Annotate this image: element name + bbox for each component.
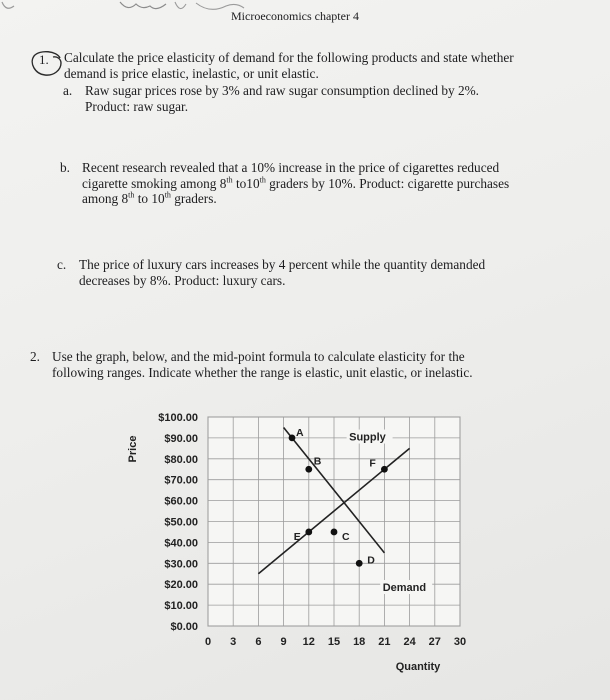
point-e-label: E <box>293 530 301 543</box>
question-1c-label: c. <box>57 257 67 272</box>
question-2 <box>30 349 575 380</box>
point-f-label: F <box>369 457 376 470</box>
x-axis-title: Quantity <box>395 661 441 673</box>
y-tick-label: $30.00 <box>164 558 198 571</box>
point-b-label: B <box>313 455 322 468</box>
x-tick-label: 6 <box>255 636 262 648</box>
question-1c <box>57 257 547 288</box>
supply-label: Supply <box>349 431 386 444</box>
question-1a <box>63 83 543 114</box>
y-tick-label: $40.00 <box>164 537 198 550</box>
question-1a-label: a. <box>63 83 73 98</box>
y-axis-title: Price <box>127 435 139 463</box>
question-2-number: 2. <box>30 349 40 364</box>
question-1b-line-2: cigarette smoking among 8th to10th graders by 10%. Product: cigarette purchases <box>82 175 510 191</box>
elasticity-chart <box>120 405 480 680</box>
question-1-line-2: demand is price elastic, inelastic, or unit elastic. <box>64 65 319 81</box>
y-tick-label: $100.00 <box>158 412 198 424</box>
point-a-label: A <box>296 426 304 439</box>
y-tick-label: $10.00 <box>164 600 198 613</box>
point-c-marker <box>331 529 338 536</box>
y-tick-label: $80.00 <box>164 453 198 466</box>
y-tick-label: $90.00 <box>164 432 198 445</box>
x-tick-label: 15 <box>327 636 341 648</box>
question-1-line-1: Calculate the price elasticity of demand for the following products and state whether <box>64 50 514 65</box>
x-tick-label: 3 <box>230 636 237 648</box>
question-1b-line-1: Recent research revealed that a 10% increase in the price of cigarettes reduced <box>82 160 500 175</box>
point-a-marker <box>289 435 296 442</box>
question-2-line-1: Use the graph, below, and the mid-point formula to calculate elasticity for the <box>52 349 465 364</box>
question-1b-line-3: among 8th to 10th graders. <box>82 190 217 206</box>
x-tick-label: 24 <box>403 636 416 648</box>
x-tick-label: 9 <box>280 636 287 648</box>
question-1-prompt <box>64 50 584 81</box>
point-b-marker <box>305 466 312 473</box>
point-e-marker <box>305 529 312 536</box>
question-1b <box>60 160 560 207</box>
x-tick-label: 30 <box>453 636 467 648</box>
question-2-line-2: following ranges. Indicate whether the range is elastic, unit elastic, or inelastic. <box>52 364 473 380</box>
x-tick-label: 12 <box>302 636 315 648</box>
point-c-label: C <box>342 530 350 543</box>
chapter-title: Microeconomics chapter 4 <box>231 9 359 23</box>
question-1c-line-1: The price of luxury cars increases by 4 percent while the quantity demanded <box>79 257 486 272</box>
y-tick-label: $60.00 <box>164 495 198 508</box>
question-1a-line-2: Product: raw sugar. <box>85 98 189 114</box>
question-1c-line-2: decreases by 8%. Product: luxury cars. <box>79 272 286 288</box>
point-d-marker <box>356 560 363 567</box>
x-tick-label: 21 <box>378 636 391 648</box>
question-1b-label: b. <box>60 160 70 175</box>
x-tick-label: 0 <box>204 636 212 648</box>
question-1-number: 1. <box>30 49 64 79</box>
x-tick-label: 18 <box>353 636 366 648</box>
x-tick-label: 27 <box>428 636 441 648</box>
point-f-marker <box>381 466 388 473</box>
demand-label: Demand <box>382 582 427 595</box>
y-tick-label: $50.00 <box>164 516 198 529</box>
y-tick-label: $0.00 <box>170 621 198 633</box>
question-1a-line-1: Raw sugar prices rose by 3% and raw sugar consumption declined by 2%. <box>85 83 480 98</box>
y-tick-label: $70.00 <box>164 474 198 487</box>
point-d-label: D <box>367 554 375 567</box>
y-tick-label: $20.00 <box>164 579 198 592</box>
